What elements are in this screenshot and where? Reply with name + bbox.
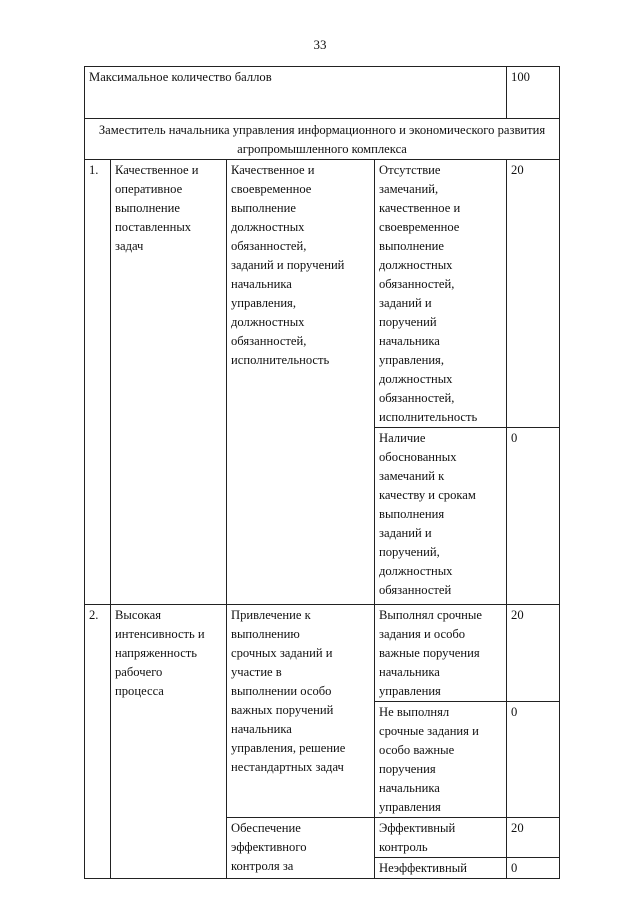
condition-cell — [375, 818, 507, 858]
condition-cell — [375, 428, 507, 605]
indicator-text: Привлечение к выполнению срочных заданий и участие в выполнении особо важных поручений начальника управления, решение нестандартных задач — [231, 608, 346, 774]
table-row — [85, 605, 560, 702]
max-score-value — [507, 67, 560, 119]
max-score-label-text: Максимальное количество баллов — [89, 70, 272, 84]
score-text: 0 — [511, 861, 518, 875]
score-cell — [507, 818, 560, 858]
condition-cell — [375, 702, 507, 818]
row-number — [85, 160, 111, 605]
score-text: 0 — [511, 431, 518, 445]
score-text: 20 — [511, 163, 524, 177]
indicator-cell — [227, 818, 375, 879]
condition-text: Наличие обоснованных замечаний к качеству и срокам выполнения заданий и поручений, должностных обязанностей — [379, 431, 476, 597]
page-number: 33 — [313, 37, 327, 52]
score-cell — [507, 858, 560, 879]
row-number-text: 2. — [89, 608, 99, 622]
table-row — [85, 160, 560, 428]
row-number — [85, 605, 111, 879]
score-cell — [507, 428, 560, 605]
indicator-text: Качественное и своевременное выполнение должностных обязанностей, заданий и поручений начальника управления, должностных обязанностей, исполнительность — [231, 163, 345, 367]
criterion-text: Качественное и оперативное выполнение поставленных задач — [115, 163, 199, 253]
max-score-row — [85, 67, 560, 119]
condition-text: Эффективный контроль — [379, 821, 456, 854]
score-cell — [507, 160, 560, 428]
section-title-text: Заместитель начальника управления информационного и экономического развития агропромышленного комплекса — [98, 123, 546, 156]
row-number-text: 1. — [89, 163, 99, 177]
max-score-value-text: 100 — [511, 70, 530, 84]
condition-cell — [375, 605, 507, 702]
condition-text: Неэффективный — [379, 861, 467, 875]
criteria-table — [84, 66, 560, 879]
score-text: 20 — [511, 608, 524, 622]
criterion-cell — [111, 605, 227, 879]
section-header-row — [85, 119, 560, 160]
score-cell — [507, 702, 560, 818]
indicator-text: Обеспечение эффективного контроля за — [231, 821, 307, 873]
condition-text: Выполнял срочные задания и особо важные поручения начальника управления — [379, 608, 482, 698]
criterion-text: Высокая интенсивность и напряженность рабочего процесса — [115, 608, 205, 698]
indicator-cell — [227, 160, 375, 605]
condition-cell — [375, 858, 507, 879]
section-title — [85, 119, 560, 160]
score-cell — [507, 605, 560, 702]
score-text: 20 — [511, 821, 524, 835]
score-text: 0 — [511, 705, 518, 719]
criterion-cell — [111, 160, 227, 605]
condition-text: Не выполнял срочные задания и особо важные поручения начальника управления — [379, 705, 479, 814]
condition-text: Отсутствие замечаний, качественное и своевременное выполнение должностных обязанностей, заданий и поручений начальника управления, должностных обязанностей, исполнительность — [379, 163, 478, 424]
condition-cell — [375, 160, 507, 428]
indicator-cell — [227, 605, 375, 818]
max-score-label — [85, 67, 507, 119]
